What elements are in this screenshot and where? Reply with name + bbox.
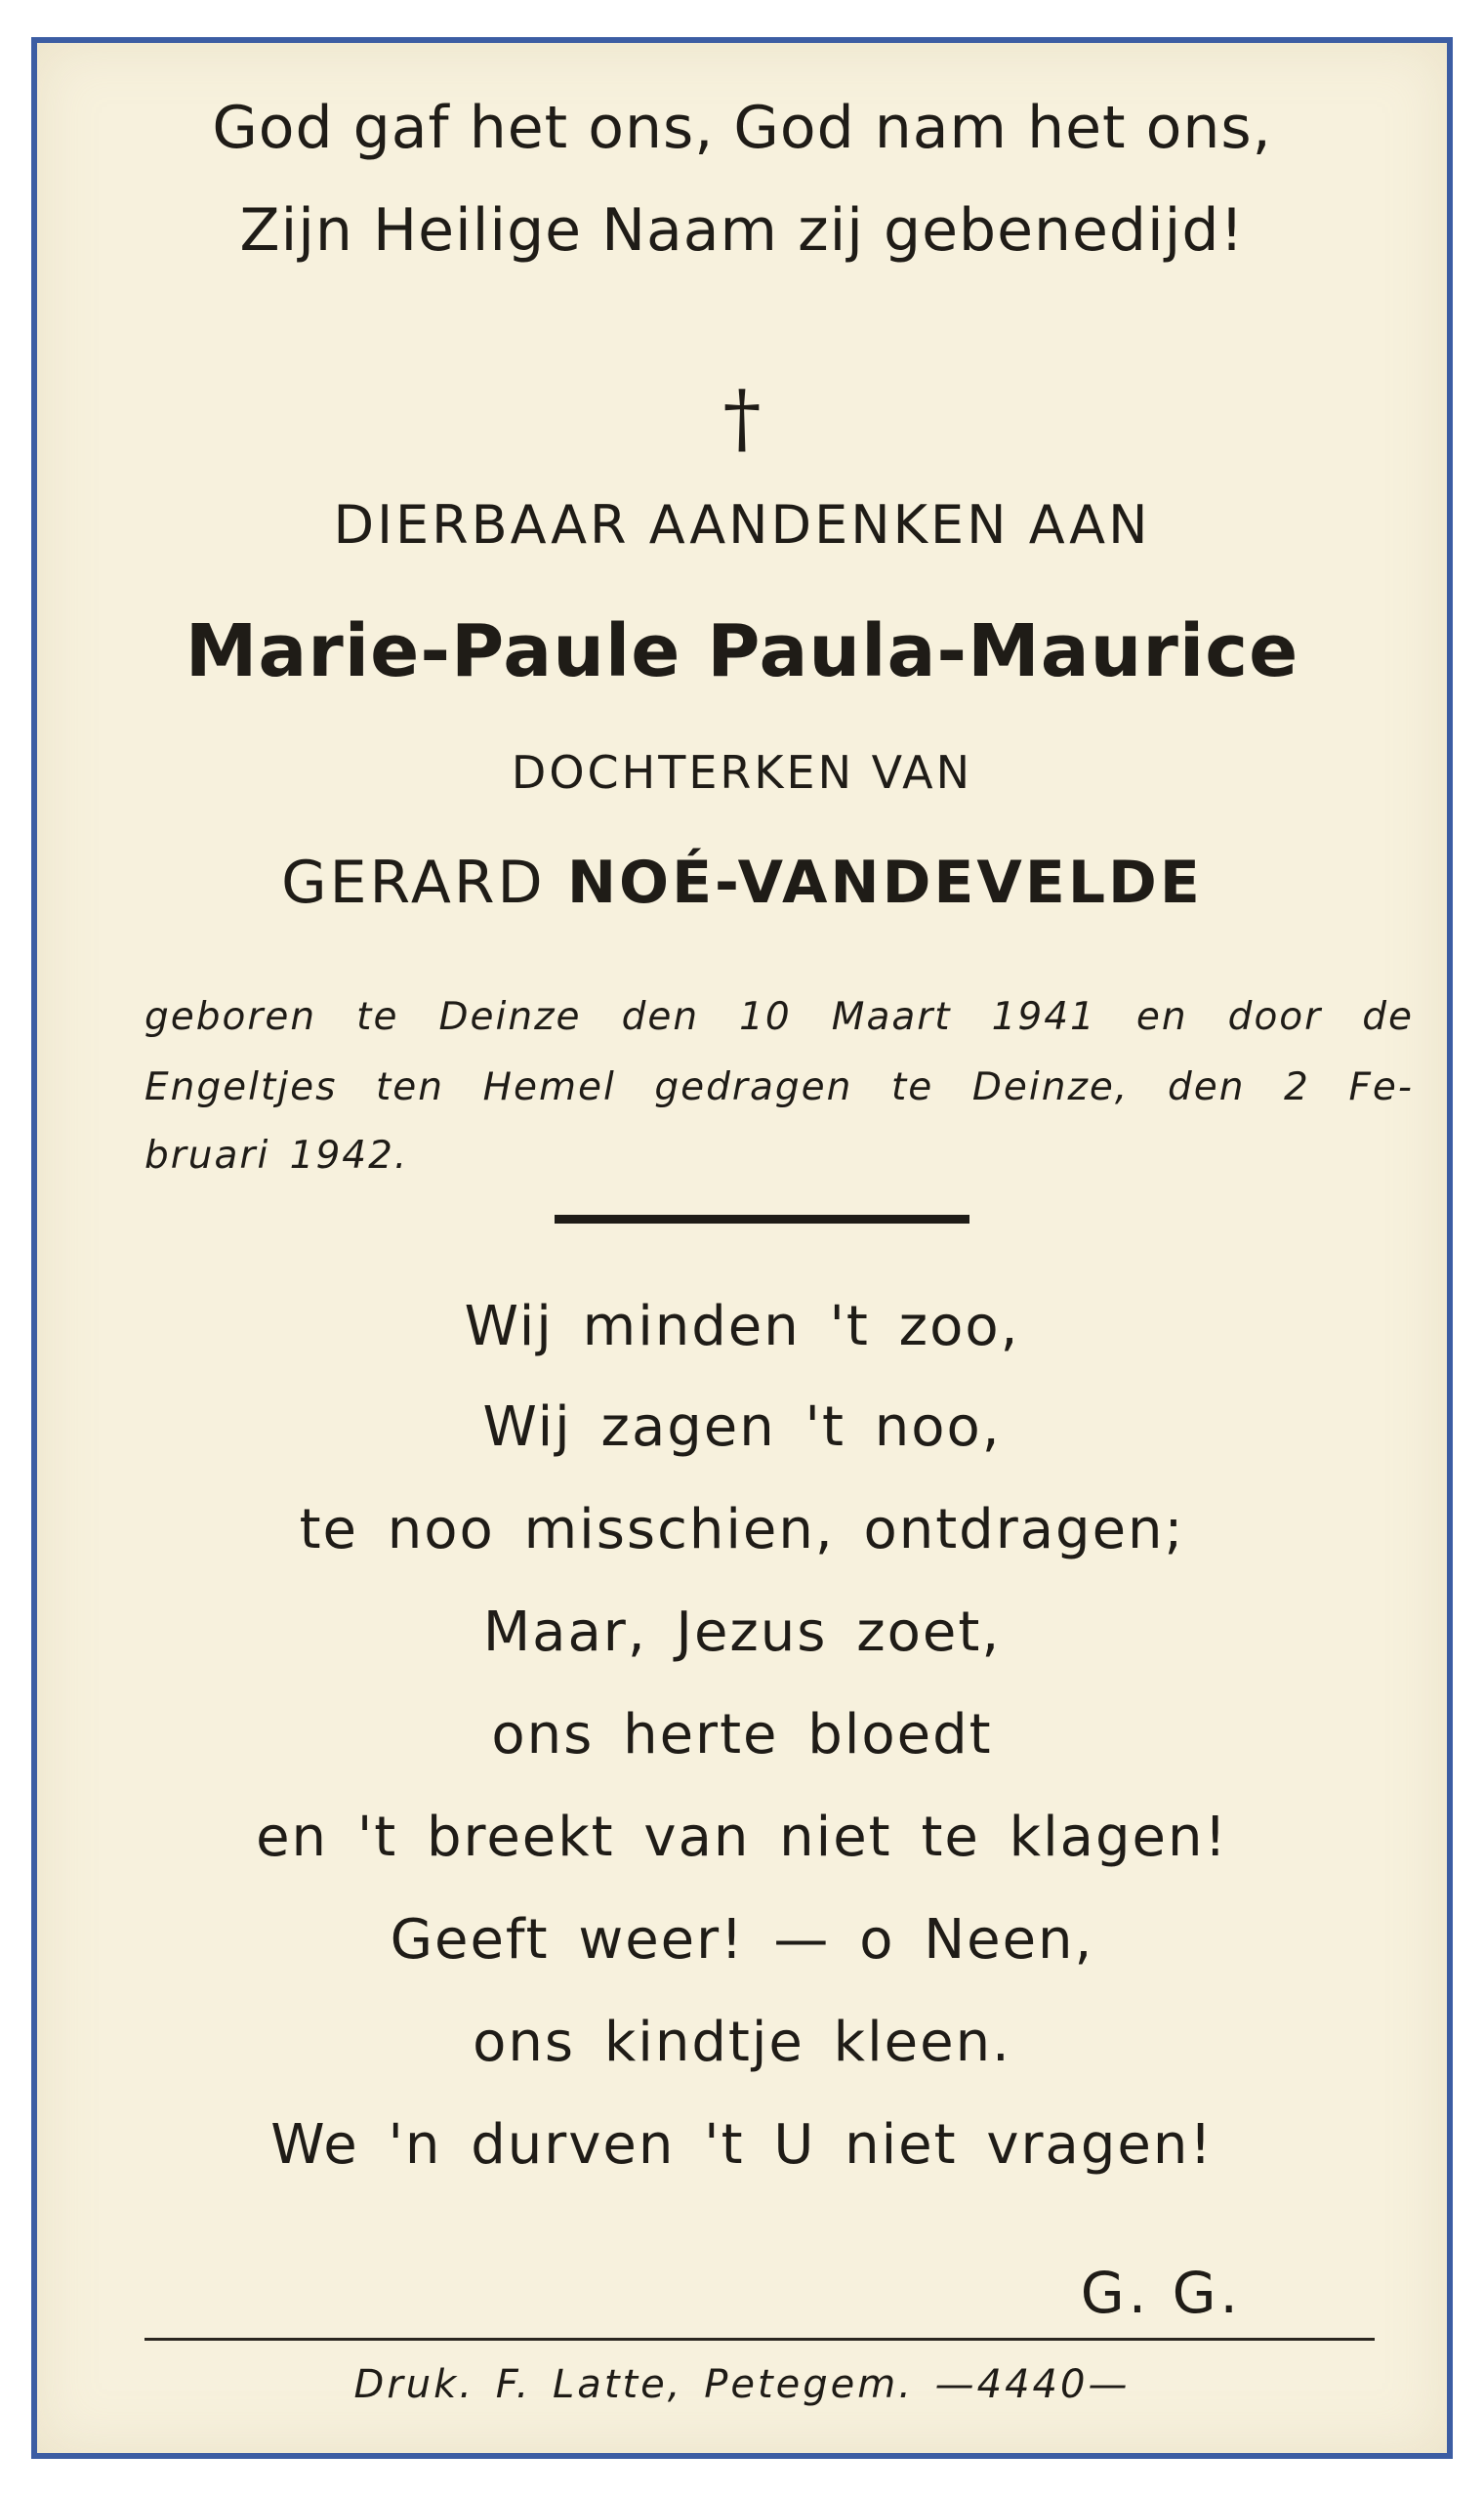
relation-label: DOCHTERKEN VAN xyxy=(511,746,973,799)
divider-thin xyxy=(144,2338,1375,2341)
motto-line-2: Zijn Heilige Naam zij gebenedijd! xyxy=(239,196,1245,265)
cross-icon: † xyxy=(722,375,762,463)
memorial-card xyxy=(31,37,1453,2459)
bio-line-1: geboren te Deinze den 10 Maart 1941 en door de xyxy=(144,995,1414,1039)
poem-line-5: ons herte bloedt xyxy=(491,1703,993,1767)
poem-line-3: te noo misschien, ontdragen; xyxy=(299,1498,1185,1561)
poem-line-9: We 'n durven 't U niet vragen! xyxy=(270,2113,1214,2177)
bio-line-3: bruari 1942. xyxy=(144,1134,409,1178)
parents-first-name: GERARD xyxy=(281,849,546,917)
signature-initials: G. G. xyxy=(1080,2260,1242,2326)
printer-imprint: Druk. F. Latte, Petegem. —4440— xyxy=(353,2362,1131,2407)
poem-line-2: Wij zagen 't noo, xyxy=(482,1395,1002,1459)
poem-line-1: Wij minden 't zoo, xyxy=(464,1295,1020,1358)
parents-line xyxy=(37,849,1447,917)
poem-line-6: en 't breekt van niet te klagen! xyxy=(256,1806,1228,1869)
poem-line-8: ons kindtje kleen. xyxy=(473,2011,1011,2074)
poem-line-4: Maar, Jezus zoet, xyxy=(482,1601,1002,1664)
heading: DIERBAAR AANDENKEN AAN xyxy=(333,494,1151,556)
poem-line-7: Geeft weer! — o Neen, xyxy=(390,1908,1094,1972)
divider-thick xyxy=(555,1215,969,1224)
motto-line-1: God gaf het ons, God nam het ons, xyxy=(212,94,1272,162)
parents-last-name: NOÉ-VANDEVELDE xyxy=(566,849,1203,917)
bio-line-2: Engeltjes ten Hemel gedragen te Deinze, den 2 Fe- xyxy=(144,1065,1414,1109)
deceased-name: Marie-Paule Paula-Maurice xyxy=(185,609,1299,693)
